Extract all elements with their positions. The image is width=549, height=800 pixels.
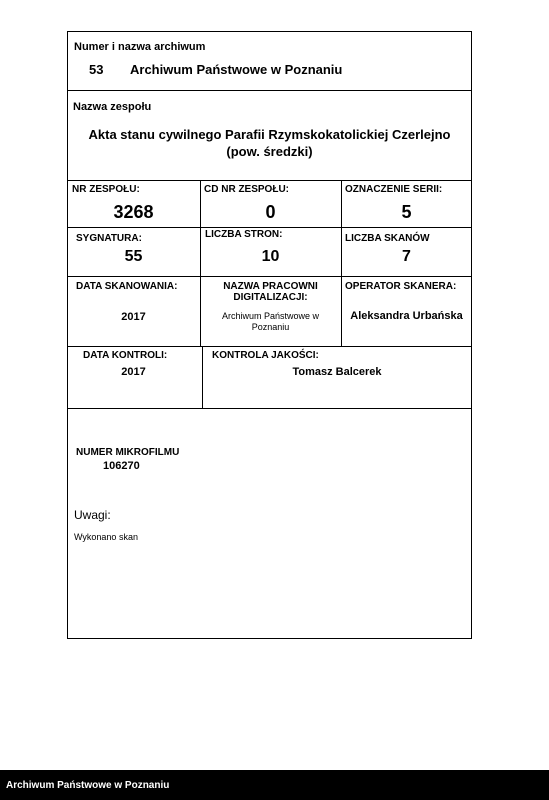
scans-value: 7 bbox=[402, 248, 411, 265]
divider bbox=[67, 408, 472, 409]
series-value: 5 bbox=[401, 202, 412, 222]
signature-value: 55 bbox=[124, 248, 143, 265]
divider bbox=[67, 276, 472, 277]
cd-number: 0 bbox=[265, 202, 276, 222]
fond-title-line1: Akta stanu cywilnego Parafii Rzymskokatolickiej Czerlejno bbox=[88, 127, 451, 142]
microfilm-number: 106270 bbox=[103, 460, 140, 472]
fond-title-line2: (pow. średzki) bbox=[226, 144, 313, 159]
archive-label: Numer i nazwa archiwum bbox=[74, 41, 206, 53]
notes-text: Wykonano skan bbox=[74, 532, 138, 542]
footer-bar bbox=[0, 770, 549, 800]
pages-value: 10 bbox=[261, 248, 280, 265]
lab-name-line1: Archiwum Państwowe w bbox=[221, 311, 320, 321]
quality-controller: Tomasz Balcerek bbox=[292, 366, 382, 378]
divider bbox=[67, 180, 472, 181]
divider bbox=[67, 346, 472, 347]
pages-label: LICZBA STRON: bbox=[205, 229, 283, 240]
scan-date-label: DATA SKANOWANIA: bbox=[76, 281, 178, 292]
control-date-label: DATA KONTROLI: bbox=[83, 350, 168, 361]
metadata-sheet bbox=[67, 31, 472, 639]
lab-name-line2: Poznaniu bbox=[251, 322, 290, 332]
archive-name: Archiwum Państwowe w Poznaniu bbox=[130, 62, 343, 77]
footer-text: Archiwum Państwowe w Poznaniu bbox=[6, 780, 170, 791]
cd-number-label: CD NR ZESPOŁU: bbox=[204, 184, 289, 195]
notes-label: Uwagi: bbox=[74, 508, 111, 522]
lab-label-line2: DIGITALIZACJI: bbox=[233, 292, 308, 303]
operator-label: OPERATOR SKANERA: bbox=[345, 281, 457, 292]
microfilm-label: NUMER MIKROFILMU bbox=[76, 447, 180, 458]
archive-number: 53 bbox=[89, 62, 104, 77]
fond-number: 3268 bbox=[113, 202, 154, 222]
operator-name: Aleksandra Urbańska bbox=[350, 310, 463, 322]
series-label: OZNACZENIE SERII: bbox=[345, 184, 443, 195]
fond-number-label: NR ZESPOŁU: bbox=[72, 184, 140, 195]
divider bbox=[67, 90, 472, 91]
scans-label: LICZBA SKANÓW bbox=[345, 233, 430, 244]
quality-label: KONTROLA JAKOŚCI: bbox=[212, 350, 319, 361]
scan-date-value: 2017 bbox=[121, 311, 146, 323]
control-date-value: 2017 bbox=[121, 366, 146, 378]
fond-label: Nazwa zespołu bbox=[73, 101, 152, 113]
divider bbox=[67, 227, 472, 228]
signature-label: SYGNATURA: bbox=[76, 233, 142, 244]
lab-label-line1: NAZWA PRACOWNI bbox=[223, 281, 318, 292]
